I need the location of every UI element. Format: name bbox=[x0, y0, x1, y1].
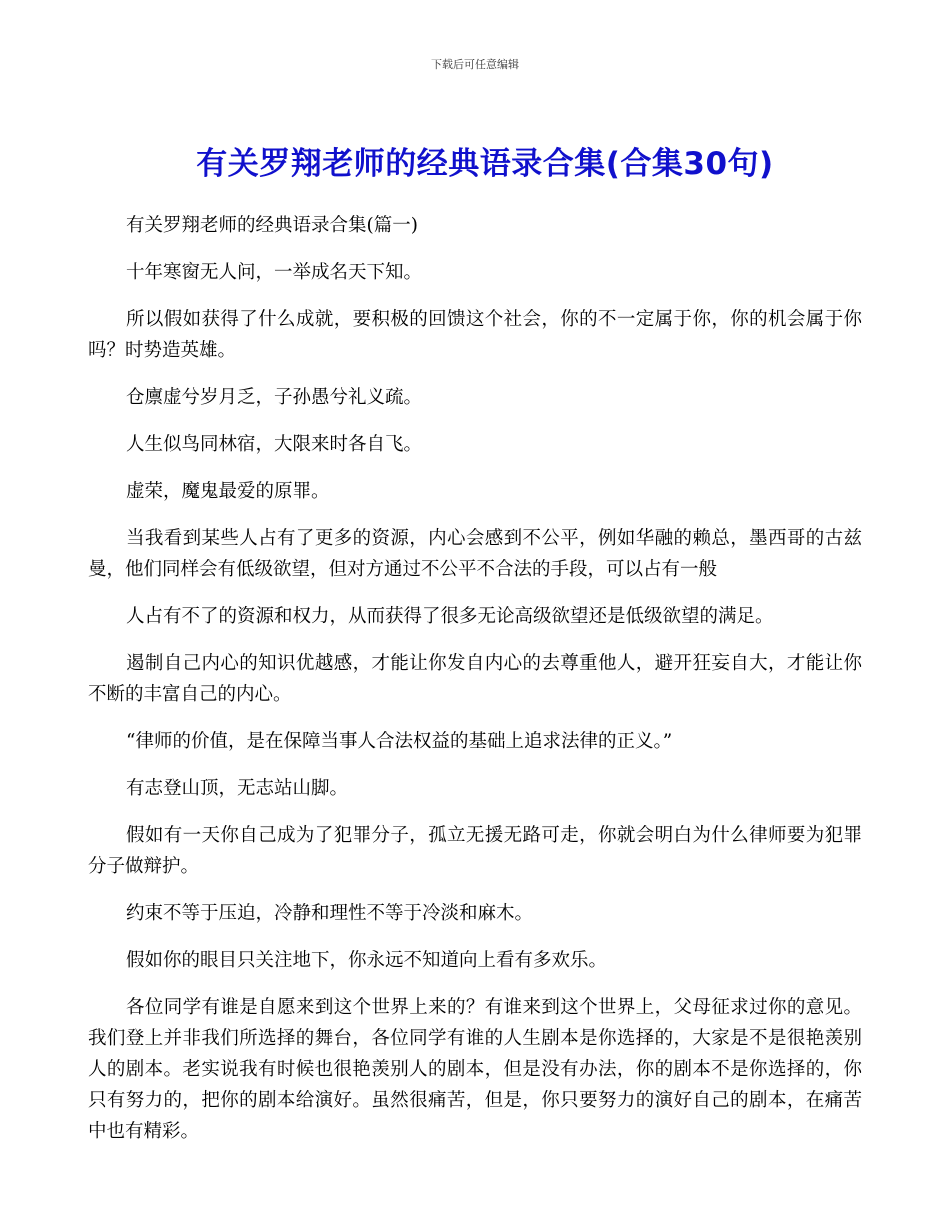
paragraph: 遏制自己内心的知识优越感，才能让你发自内心的去尊重他人，避开狂妄自大，才能让你不断的丰富自己的内心。 bbox=[88, 653, 862, 705]
paragraph: 人占有不了的资源和权力，从而获得了很多无论高级欲望还是低级欲望的满足。 bbox=[126, 606, 774, 627]
document-title: 有关罗翔老师的经典语录合集(合集30句) bbox=[196, 146, 774, 182]
paragraph: 有关罗翔老师的经典语录合集(篇一) bbox=[126, 215, 418, 236]
paragraph: 所以假如获得了什么成就，要积极的回馈这个社会，你的不一定属于你，你的机会属于你吗？时势造英雄。 bbox=[88, 309, 862, 361]
paragraph: 有志登山顶，无志站山脚。 bbox=[126, 778, 349, 799]
paragraph: 各位同学有谁是自愿来到这个世界上来的？有谁来到这个世界上，父母征求过你的意见。我们登上并非我们所选择的舞台，各位同学有谁的人生剧本是你选择的，大家是不是很艳羡别人的剧本。老实说我有时候也很艳羡别人的剧本，但是没有办法，你的剧本不是你选择的，你只有努力的，把你的剧本给演好。虽然很痛苦，但是，你只要努力的演好自己的剧本，在痛苦中也有精彩。 bbox=[88, 997, 862, 1142]
header-note: 下载后可任意编辑 bbox=[431, 58, 519, 71]
paragraph: 约束不等于压迫，冷静和理性不等于冷淡和麻木。 bbox=[126, 903, 534, 924]
paragraph: 假如有一天你自己成为了犯罪分子，孤立无援无路可走，你就会明白为什么律师要为犯罪分子做辩护。 bbox=[88, 825, 862, 877]
paragraph: 虚荣，魔鬼最爱的原罪。 bbox=[126, 481, 330, 502]
paragraph: 假如你的眼目只关注地下，你永远不知道向上看有多欢乐。 bbox=[126, 950, 608, 971]
paragraph: 人生似鸟同林宿，大限来时各自飞。 bbox=[126, 434, 423, 455]
paragraph: 十年寒窗无人问，一举成名天下知。 bbox=[126, 262, 423, 283]
paragraph: 当我看到某些人占有了更多的资源，内心会感到不公平，例如华融的赖总，墨西哥的古兹曼，他们同样会有低级欲望，但对方通过不公平不合法的手段，可以占有一般 bbox=[88, 528, 862, 580]
document-body bbox=[88, 210, 862, 1163]
paragraph: “律师的价值，是在保障当事人合法权益的基础上追求法律的正义。” bbox=[126, 731, 673, 752]
paragraph: 仓廪虚兮岁月乏，子孙愚兮礼义疏。 bbox=[126, 387, 423, 408]
